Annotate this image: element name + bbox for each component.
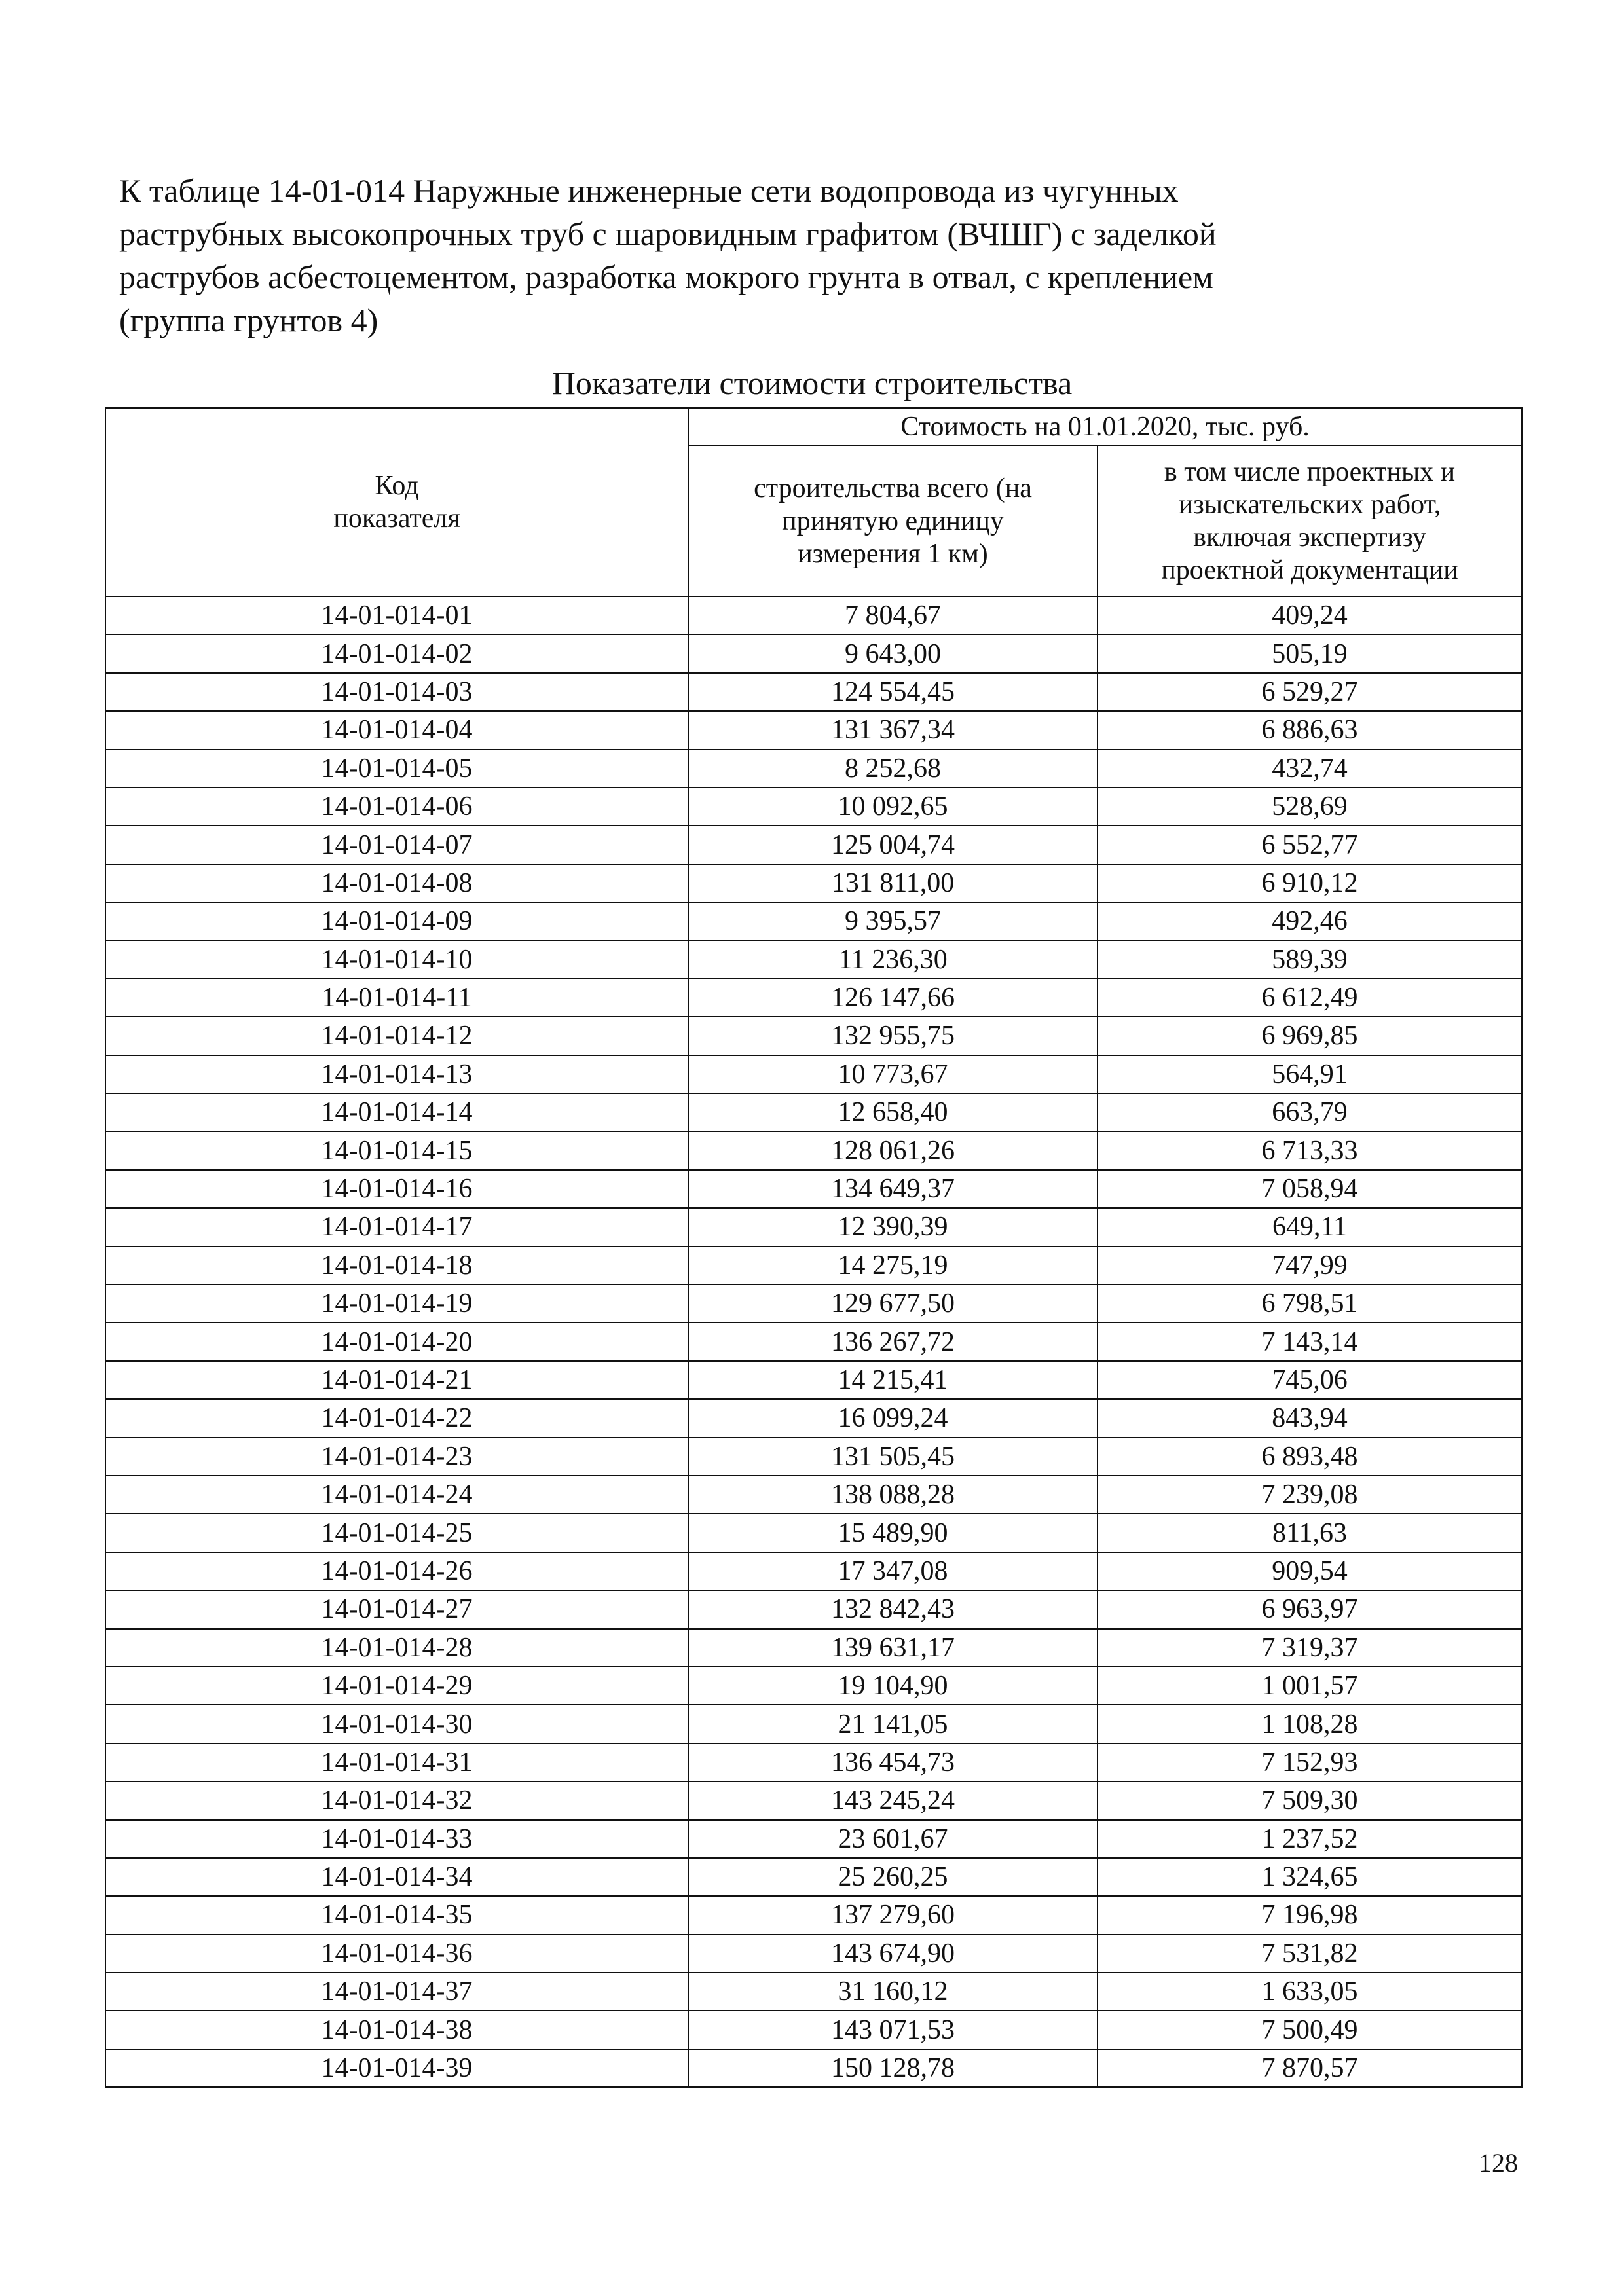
indicator-code-cell: 14-01-014-25 — [105, 1514, 688, 1552]
cost-indicators-table — [105, 407, 1522, 2088]
indicator-code-cell: 14-01-014-36 — [105, 1935, 688, 1973]
table-row — [105, 634, 1522, 672]
page-number: 128 — [1479, 2148, 1518, 2178]
total-cost-cell: 12 658,40 — [688, 1093, 1098, 1131]
table-row — [105, 979, 1522, 1017]
indicator-code-cell: 14-01-014-17 — [105, 1208, 688, 1246]
total-cost-cell: 10 773,67 — [688, 1055, 1098, 1093]
table-row — [105, 864, 1522, 902]
table-title: Показатели стоимости строительства — [551, 365, 1073, 401]
header-design-line: в том числе проектных и — [1164, 457, 1456, 487]
table-row — [105, 1667, 1522, 1705]
design-cost-cell: 7 239,08 — [1098, 1476, 1522, 1514]
total-cost-cell: 131 505,45 — [688, 1438, 1098, 1476]
design-cost-cell: 6 886,63 — [1098, 711, 1522, 749]
design-cost-cell: 7 196,98 — [1098, 1896, 1522, 1934]
indicator-code-cell: 14-01-014-14 — [105, 1093, 688, 1131]
total-cost-cell: 132 842,43 — [688, 1590, 1098, 1628]
header-code-line: Код — [375, 471, 419, 501]
table-row — [105, 711, 1522, 749]
table-row — [105, 1093, 1522, 1131]
total-cost-cell: 23 601,67 — [688, 1820, 1098, 1858]
total-cost-cell: 137 279,60 — [688, 1896, 1098, 1934]
header-design-line: проектной документации — [1161, 555, 1458, 585]
indicator-code-cell: 14-01-014-07 — [105, 826, 688, 864]
indicator-code-cell: 14-01-014-11 — [105, 979, 688, 1017]
indicator-code-cell: 14-01-014-20 — [105, 1322, 688, 1360]
indicator-code-cell: 14-01-014-24 — [105, 1476, 688, 1514]
table-row — [105, 1973, 1522, 2011]
design-cost-cell: 528,69 — [1098, 788, 1522, 826]
table-row — [105, 1820, 1522, 1858]
design-cost-cell: 6 713,33 — [1098, 1131, 1522, 1169]
total-cost-cell: 19 104,90 — [688, 1667, 1098, 1705]
table-row — [105, 1322, 1522, 1360]
table-row — [105, 1935, 1522, 1973]
table-row — [105, 1055, 1522, 1093]
total-cost-cell: 126 147,66 — [688, 979, 1098, 1017]
design-cost-cell: 6 552,77 — [1098, 826, 1522, 864]
total-cost-cell: 139 631,17 — [688, 1629, 1098, 1667]
heading-line: (группа грунтов 4) — [119, 302, 378, 338]
indicator-code-cell: 14-01-014-37 — [105, 1973, 688, 2011]
header-indicator-code — [105, 408, 688, 596]
table-row — [105, 1514, 1522, 1552]
design-cost-cell: 6 910,12 — [1098, 864, 1522, 902]
design-cost-cell: 6 612,49 — [1098, 979, 1522, 1017]
total-cost-cell: 14 275,19 — [688, 1247, 1098, 1285]
table-row — [105, 596, 1522, 634]
design-cost-cell: 7 870,57 — [1098, 2049, 1522, 2087]
total-cost-cell: 10 092,65 — [688, 788, 1098, 826]
total-cost-cell: 16 099,24 — [688, 1399, 1098, 1437]
design-cost-cell: 7 500,49 — [1098, 2011, 1522, 2049]
table-row — [105, 1476, 1522, 1514]
total-cost-cell: 12 390,39 — [688, 1208, 1098, 1246]
total-cost-cell: 143 071,53 — [688, 2011, 1098, 2049]
table-row — [105, 788, 1522, 826]
header-design-line: изыскательских работ, — [1178, 490, 1441, 520]
indicator-code-cell: 14-01-014-22 — [105, 1399, 688, 1437]
document-heading — [119, 169, 1521, 342]
table-row — [105, 2049, 1522, 2087]
design-cost-cell: 747,99 — [1098, 1247, 1522, 1285]
design-cost-cell: 7 143,14 — [1098, 1322, 1522, 1360]
heading-line: раструбов асбестоцементом, разработка мокрого грунта в отвал, с креплением — [119, 259, 1213, 295]
design-cost-cell: 409,24 — [1098, 596, 1522, 634]
table-row — [105, 1170, 1522, 1208]
total-cost-cell: 131 367,34 — [688, 711, 1098, 749]
total-cost-cell: 143 245,24 — [688, 1781, 1098, 1819]
table-row — [105, 902, 1522, 940]
header-total-line: принятую единицу — [782, 506, 1004, 536]
total-cost-cell: 138 088,28 — [688, 1476, 1098, 1514]
table-row — [105, 1552, 1522, 1590]
indicator-code-cell: 14-01-014-29 — [105, 1667, 688, 1705]
indicator-code-cell: 14-01-014-02 — [105, 634, 688, 672]
total-cost-cell: 17 347,08 — [688, 1552, 1098, 1590]
total-cost-cell: 136 267,72 — [688, 1322, 1098, 1360]
indicator-code-cell: 14-01-014-13 — [105, 1055, 688, 1093]
design-cost-cell: 843,94 — [1098, 1399, 1522, 1437]
indicator-code-cell: 14-01-014-28 — [105, 1629, 688, 1667]
design-cost-cell: 1 324,65 — [1098, 1858, 1522, 1896]
total-cost-cell: 11 236,30 — [688, 941, 1098, 979]
design-cost-cell: 1 237,52 — [1098, 1820, 1522, 1858]
indicator-code-cell: 14-01-014-09 — [105, 902, 688, 940]
table-row — [105, 1131, 1522, 1169]
total-cost-cell: 128 061,26 — [688, 1131, 1098, 1169]
table-row — [105, 1705, 1522, 1743]
header-total-line: измерения 1 км) — [798, 539, 988, 569]
design-cost-cell: 649,11 — [1098, 1208, 1522, 1246]
design-cost-cell: 663,79 — [1098, 1093, 1522, 1131]
table-row — [105, 1361, 1522, 1399]
header-cost: Стоимость на 01.01.2020, тыс. руб. — [688, 408, 1522, 446]
total-cost-cell: 131 811,00 — [688, 864, 1098, 902]
table-row — [105, 1247, 1522, 1285]
design-cost-cell: 7 152,93 — [1098, 1743, 1522, 1781]
design-cost-cell: 564,91 — [1098, 1055, 1522, 1093]
table-row — [105, 1438, 1522, 1476]
design-cost-cell: 811,63 — [1098, 1514, 1522, 1552]
table-row — [105, 1781, 1522, 1819]
design-cost-cell: 492,46 — [1098, 902, 1522, 940]
design-cost-cell: 432,74 — [1098, 750, 1522, 788]
total-cost-cell: 124 554,45 — [688, 673, 1098, 711]
design-cost-cell: 6 529,27 — [1098, 673, 1522, 711]
total-cost-cell: 31 160,12 — [688, 1973, 1098, 2011]
table-row — [105, 941, 1522, 979]
indicator-code-cell: 14-01-014-31 — [105, 1743, 688, 1781]
design-cost-cell: 7 319,37 — [1098, 1629, 1522, 1667]
header-code-line: показателя — [333, 503, 460, 534]
design-cost-cell: 1 001,57 — [1098, 1667, 1522, 1705]
design-cost-cell: 6 963,97 — [1098, 1590, 1522, 1628]
indicator-code-cell: 14-01-014-18 — [105, 1247, 688, 1285]
heading-line: К таблице 14-01-014 Наружные инженерные сети водопровода из чугунных — [119, 172, 1179, 209]
total-cost-cell: 21 141,05 — [688, 1705, 1098, 1743]
table-row — [105, 1017, 1522, 1055]
indicator-code-cell: 14-01-014-26 — [105, 1552, 688, 1590]
table-row — [105, 673, 1522, 711]
total-cost-cell: 15 489,90 — [688, 1514, 1098, 1552]
table-row — [105, 826, 1522, 864]
design-cost-cell: 6 798,51 — [1098, 1285, 1522, 1322]
design-cost-cell: 745,06 — [1098, 1361, 1522, 1399]
indicator-code-cell: 14-01-014-05 — [105, 750, 688, 788]
indicator-code-cell: 14-01-014-21 — [105, 1361, 688, 1399]
indicator-code-cell: 14-01-014-08 — [105, 864, 688, 902]
design-cost-cell: 7 509,30 — [1098, 1781, 1522, 1819]
table-row — [105, 1743, 1522, 1781]
design-cost-cell: 7 058,94 — [1098, 1170, 1522, 1208]
total-cost-cell: 25 260,25 — [688, 1858, 1098, 1896]
table-row — [105, 1629, 1522, 1667]
indicator-code-cell: 14-01-014-01 — [105, 596, 688, 634]
table-row — [105, 750, 1522, 788]
design-cost-cell: 6 893,48 — [1098, 1438, 1522, 1476]
total-cost-cell: 129 677,50 — [688, 1285, 1098, 1322]
table-row — [105, 1285, 1522, 1322]
design-cost-cell: 589,39 — [1098, 941, 1522, 979]
design-cost-cell: 909,54 — [1098, 1552, 1522, 1590]
table-row — [105, 1399, 1522, 1437]
total-cost-cell: 125 004,74 — [688, 826, 1098, 864]
indicator-code-cell: 14-01-014-10 — [105, 941, 688, 979]
indicator-code-cell: 14-01-014-34 — [105, 1858, 688, 1896]
total-cost-cell: 8 252,68 — [688, 750, 1098, 788]
indicator-code-cell: 14-01-014-03 — [105, 673, 688, 711]
header-design-cost — [1098, 446, 1522, 596]
total-cost-cell: 132 955,75 — [688, 1017, 1098, 1055]
table-row — [105, 1858, 1522, 1896]
indicator-code-cell: 14-01-014-33 — [105, 1820, 688, 1858]
indicator-code-cell: 14-01-014-15 — [105, 1131, 688, 1169]
indicator-code-cell: 14-01-014-38 — [105, 2011, 688, 2049]
indicator-code-cell: 14-01-014-16 — [105, 1170, 688, 1208]
indicator-code-cell: 14-01-014-35 — [105, 1896, 688, 1934]
table-row — [105, 2011, 1522, 2049]
indicator-code-cell: 14-01-014-04 — [105, 711, 688, 749]
header-total-line: строительства всего (на — [754, 473, 1032, 503]
indicator-code-cell: 14-01-014-39 — [105, 2049, 688, 2087]
header-total-cost — [688, 446, 1098, 596]
indicator-code-cell: 14-01-014-06 — [105, 788, 688, 826]
total-cost-cell: 136 454,73 — [688, 1743, 1098, 1781]
total-cost-cell: 9 395,57 — [688, 902, 1098, 940]
table-row — [105, 1896, 1522, 1934]
total-cost-cell: 7 804,67 — [688, 596, 1098, 634]
total-cost-cell: 134 649,37 — [688, 1170, 1098, 1208]
indicator-code-cell: 14-01-014-12 — [105, 1017, 688, 1055]
table-body — [105, 596, 1522, 2087]
design-cost-cell: 1 633,05 — [1098, 1973, 1522, 2011]
design-cost-cell: 1 108,28 — [1098, 1705, 1522, 1743]
indicator-code-cell: 14-01-014-32 — [105, 1781, 688, 1819]
indicator-code-cell: 14-01-014-27 — [105, 1590, 688, 1628]
total-cost-cell: 143 674,90 — [688, 1935, 1098, 1973]
header-design-line: включая экспертизу — [1193, 522, 1426, 553]
indicator-code-cell: 14-01-014-23 — [105, 1438, 688, 1476]
design-cost-cell: 7 531,82 — [1098, 1935, 1522, 1973]
total-cost-cell: 150 128,78 — [688, 2049, 1098, 2087]
indicator-code-cell: 14-01-014-19 — [105, 1285, 688, 1322]
design-cost-cell: 6 969,85 — [1098, 1017, 1522, 1055]
indicator-code-cell: 14-01-014-30 — [105, 1705, 688, 1743]
total-cost-cell: 9 643,00 — [688, 634, 1098, 672]
heading-line: раструбных высокопрочных труб с шаровидным графитом (ВЧШГ) с заделкой — [119, 215, 1217, 252]
table-row — [105, 1590, 1522, 1628]
total-cost-cell: 14 215,41 — [688, 1361, 1098, 1399]
design-cost-cell: 505,19 — [1098, 634, 1522, 672]
table-row — [105, 1208, 1522, 1246]
